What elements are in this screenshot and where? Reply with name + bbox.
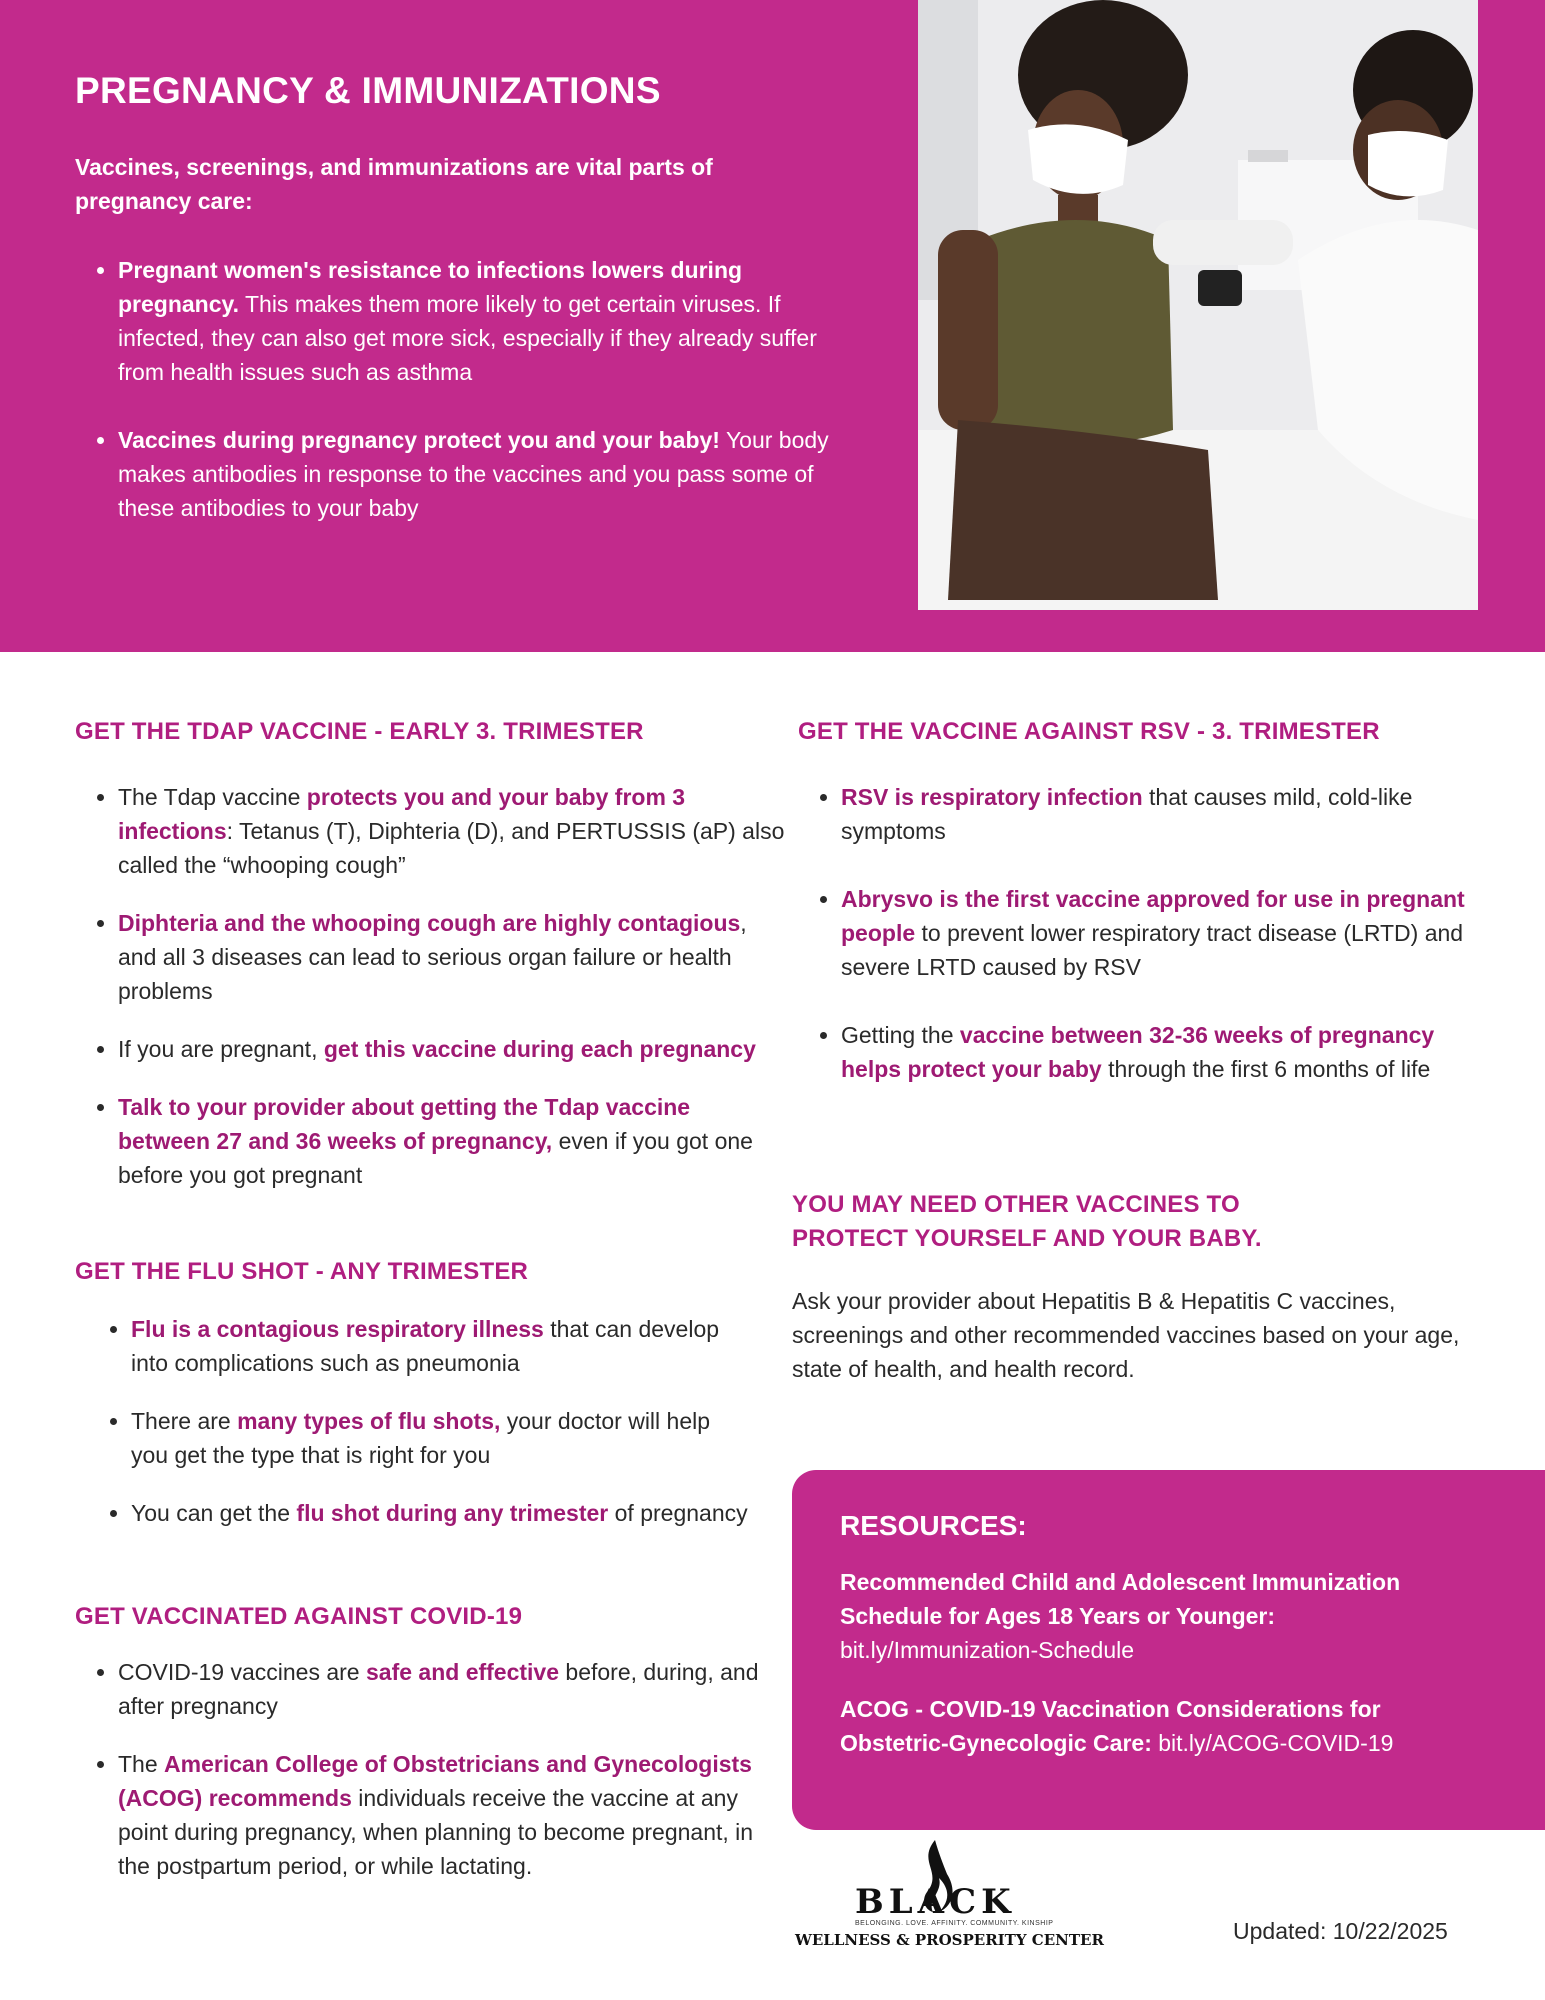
list-item: • RSV is respiratory infection that causes mild, cold-like symptoms <box>841 780 1491 848</box>
covid-heading: GET VACCINATED AGAINST COVID-19 <box>75 1603 523 1630</box>
list-item: • COVID-19 vaccines are safe and effective before, during, and after pregnancy <box>118 1655 788 1723</box>
list-item: • Talk to your provider about getting the Tdap vaccine between 27 and 36 weeks of pregnancy, even if you got one before you got pregnant <box>118 1090 788 1192</box>
logo-org-name: WELLNESS & PROSPERITY CENTER <box>795 1931 1104 1949</box>
tdap-list <box>75 780 788 1216</box>
list-item: • The American College of Obstetricians and Gynecologists (ACOG) recommends individuals receive the vaccine at any point during pregnancy, when planning to become pregnant, in the postpartum period, or while lactating. <box>118 1747 788 1883</box>
list-item: • Getting the vaccine between 32-36 weeks of pregnancy helps protect your baby through the first 6 months of life <box>841 1018 1491 1086</box>
updated-date: Updated: 10/22/2025 <box>1233 1918 1448 1944</box>
resources-title: RESOURCES: <box>840 1510 1027 1541</box>
resource-immunization-schedule: Recommended Child and Adolescent Immunization Schedule for Ages 18 Years or Younger: bit.ly/Immunization-Schedule <box>840 1569 1401 1663</box>
other-vaccines-text: Ask your provider about Hepatitis B & Hepatitis C vaccines, screenings and other recommended vaccines based on your age, state of health, and health record. <box>792 1288 1460 1382</box>
logo-wordmark: BLACK <box>855 1882 1016 1922</box>
resources-box <box>792 1470 1545 1830</box>
list-item: • You can get the flu shot during any trimester of pregnancy <box>131 1496 751 1530</box>
list-item: • Vaccines during pregnancy protect you and your baby! Your body makes antibodies in response to the vaccines and you pass some of these antibodies to your baby <box>118 423 838 525</box>
covid-list <box>75 1655 788 1907</box>
resource-acog: ACOG - COVID-19 Vaccination Considerations for Obstetric-Gynecologic Care: bit.ly/ACOG-COVID-19 <box>840 1696 1394 1756</box>
flu-list <box>88 1312 751 1554</box>
immunization-schedule-link[interactable]: bit.ly/Immunization-Schedule <box>840 1637 1135 1663</box>
rsv-list <box>798 780 1491 1110</box>
list-item: • Pregnant women's resistance to infections lowers during pregnancy. This makes them more likely to get certain viruses. If infected, they can also get more sick, especially if they already suffer from health issues such as asthma <box>118 253 838 389</box>
vaccination-illustration <box>918 0 1478 610</box>
other-vaccines-heading: YOU MAY NEED OTHER VACCINES TO PROTECT YOURSELF AND YOUR BABY. <box>792 1191 1262 1252</box>
list-item: • Abrysvo is the first vaccine approved for use in pregnant people to prevent lower respiratory tract disease (LRTD) and severe LRTD caused by RSV <box>841 882 1491 984</box>
list-item: • Flu is a contagious respiratory illness that can develop into complications such as pneumonia <box>131 1312 751 1380</box>
page-title: PREGNANCY & IMMUNIZATIONS <box>75 70 661 111</box>
organization-logo <box>795 1840 1104 1950</box>
acog-link[interactable]: bit.ly/ACOG-COVID-19 <box>1158 1730 1394 1756</box>
logo-tagline: BELONGING. LOVE. AFFINITY. COMMUNITY. KINSHIP <box>855 1920 1054 1927</box>
hero-bullet-list <box>75 253 838 559</box>
rsv-heading: GET THE VACCINE AGAINST RSV - 3. TRIMESTER <box>798 718 1380 745</box>
list-item: • There are many types of flu shots, your doctor will help you get the type that is right for you <box>131 1404 751 1472</box>
vaccination-photo <box>918 0 1478 610</box>
list-item: • The Tdap vaccine protects you and your baby from 3 infections: Tetanus (T), Diphteria (D), and PERTUSSIS (aP) also called the “whooping cough” <box>118 780 788 882</box>
flu-heading: GET THE FLU SHOT - ANY TRIMESTER <box>75 1258 529 1285</box>
intro-text: Vaccines, screenings, and immunizations are vital parts of pregnancy care: <box>75 154 713 214</box>
tdap-heading: GET THE TDAP VACCINE - EARLY 3. TRIMESTER <box>75 718 644 745</box>
list-item: • Diphteria and the whooping cough are highly contagious, and all 3 diseases can lead to serious organ failure or health problems <box>118 906 788 1008</box>
list-item: • If you are pregnant, get this vaccine during each pregnancy <box>118 1032 788 1066</box>
